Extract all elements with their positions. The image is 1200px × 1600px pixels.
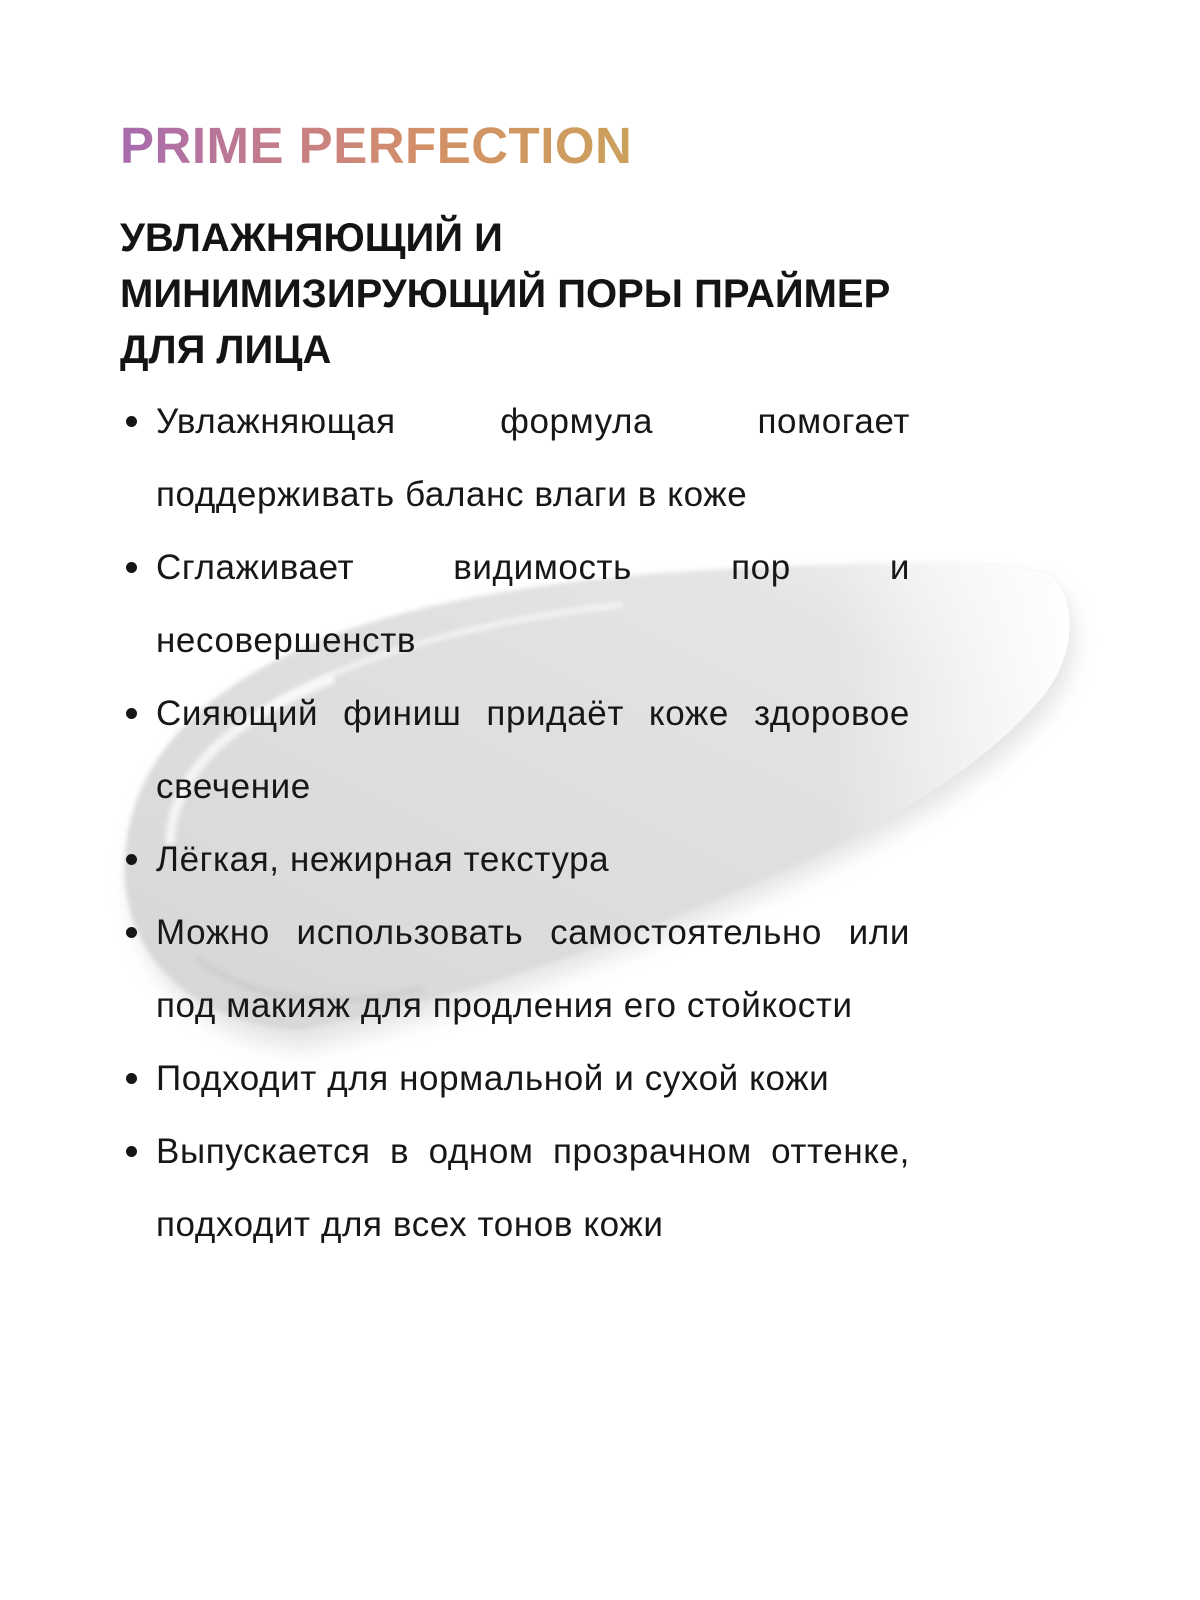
- feature-item: [120, 531, 910, 677]
- bullet-icon: [126, 416, 137, 427]
- feature-text: Лёгкая, нежирная текстура: [156, 840, 610, 879]
- feature-text: Можно использовать самостоятельно или под макияж для продления его стойкости: [156, 913, 910, 1025]
- subtitle-line: МИНИМИЗИРУЮЩИЙ ПОРЫ ПРАЙМЕР: [120, 272, 891, 316]
- feature-text: Подходит для нормальной и сухой кожи: [156, 1059, 830, 1098]
- feature-text: Сглаживает видимость пор и несовершенств: [156, 548, 910, 660]
- subtitle-line: ДЛЯ ЛИЦА: [120, 328, 332, 372]
- feature-text: Увлажняющая формула помогает поддерживать баланс влаги в коже: [156, 402, 910, 514]
- feature-item: [120, 1115, 910, 1261]
- feature-item: [120, 385, 910, 531]
- subtitle-line: УВЛАЖНЯЮЩИЙ И: [120, 216, 503, 260]
- feature-item: [120, 896, 910, 1042]
- product-subtitle: [120, 210, 1020, 378]
- bullet-icon: [126, 854, 137, 865]
- feature-text: Сияющий финиш придаёт коже здоровое свечение: [156, 694, 910, 806]
- bullet-icon: [126, 1073, 137, 1084]
- feature-item: [120, 823, 910, 896]
- bullet-icon: [126, 708, 137, 719]
- feature-text: Выпускается в одном прозрачном оттенке, подходит для всех тонов кожи: [156, 1132, 910, 1244]
- feature-item: [120, 1042, 910, 1115]
- brand-title: PRIME PERFECTION: [120, 117, 633, 174]
- feature-list: [120, 385, 910, 1261]
- bullet-icon: [126, 927, 137, 938]
- feature-item: [120, 677, 910, 823]
- bullet-icon: [126, 562, 137, 573]
- bullet-icon: [126, 1146, 137, 1157]
